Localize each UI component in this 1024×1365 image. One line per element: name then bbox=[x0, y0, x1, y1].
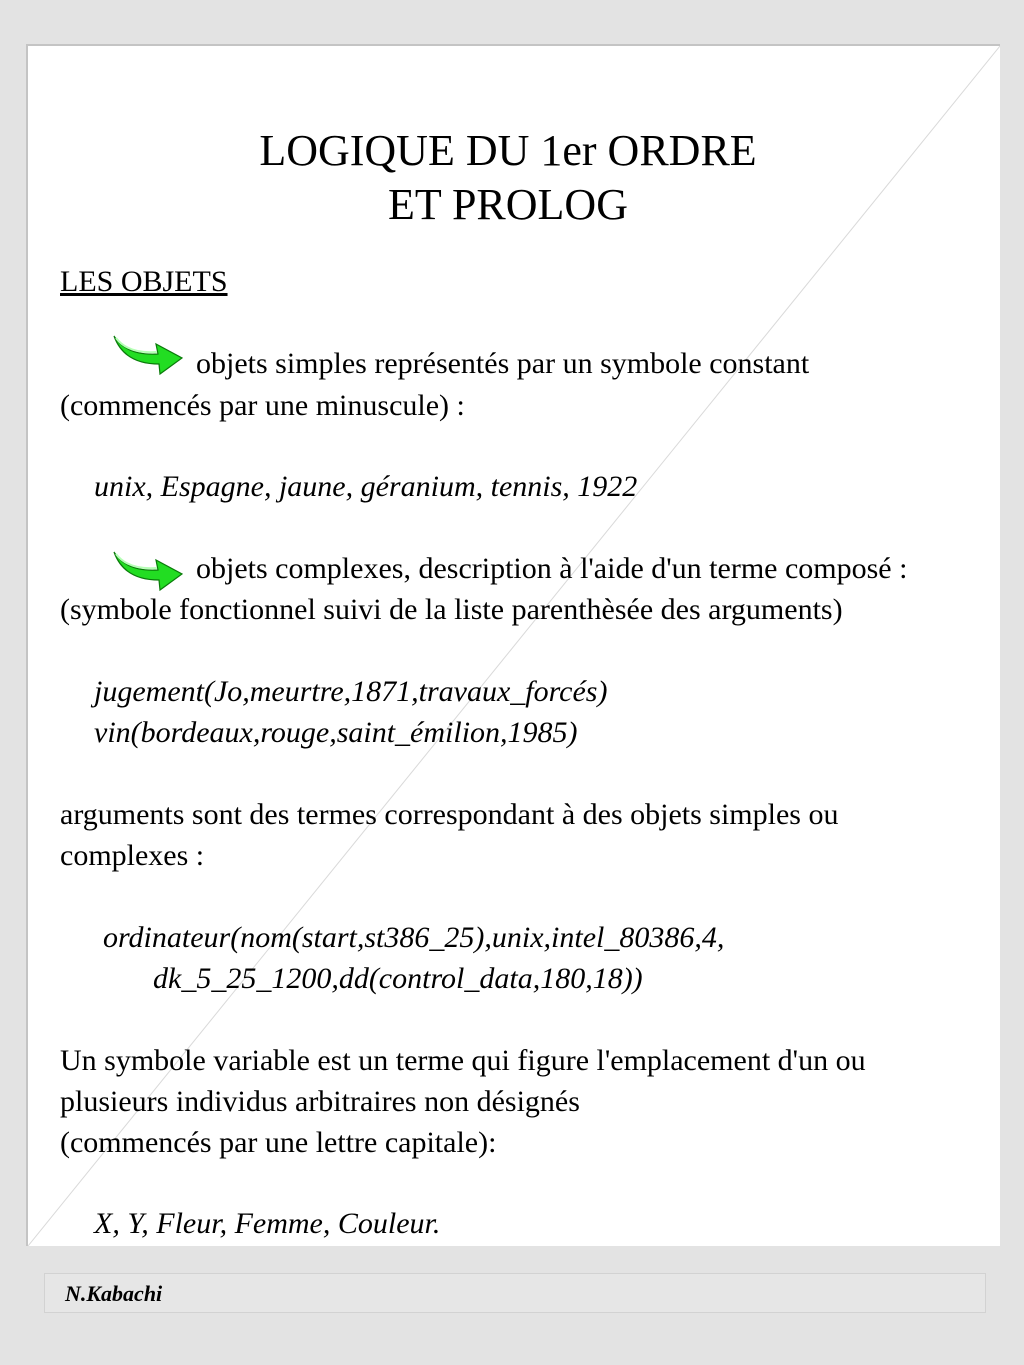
paragraph-arguments-line-2: complexes : bbox=[60, 839, 205, 872]
bullet-complex-objects-line-2: (symbole fonctionnel suivi de la liste parenthèsée des arguments) bbox=[60, 593, 843, 626]
paragraph-variable-line-3: (commencés par une lettre capitale): bbox=[60, 1126, 497, 1159]
green-curved-arrow-icon bbox=[110, 546, 184, 592]
bullet-simple-objects-line-2: (commencés par une minuscule) : bbox=[60, 389, 465, 422]
slide bbox=[26, 44, 1000, 1246]
footer-bar bbox=[44, 1273, 986, 1313]
slide-title-line-2: ET PROLOG bbox=[388, 180, 628, 229]
paragraph-variable-line-2: plusieurs individus arbitraires non désignés bbox=[60, 1085, 580, 1118]
example-simple-objects: unix, Espagne, jaune, géranium, tennis, 1922 bbox=[94, 470, 638, 503]
example-nested-line-1: ordinateur(nom(start,st386_25),unix,intel_80386,4, bbox=[103, 921, 725, 954]
section-heading: LES OBJETS bbox=[60, 265, 228, 298]
example-complex-line-2: vin(bordeaux,rouge,saint_émilion,1985) bbox=[94, 716, 578, 749]
green-curved-arrow-icon bbox=[110, 330, 184, 376]
footer-author: N.Kabachi bbox=[65, 1281, 163, 1306]
example-variables: X, Y, Fleur, Femme, Couleur. bbox=[94, 1207, 441, 1240]
bullet-complex-objects-line-1: objets complexes, description à l'aide d'un terme composé : bbox=[196, 552, 908, 585]
bullet-simple-objects-line-1: objets simples représentés par un symbole constant bbox=[196, 347, 810, 380]
slide-title-line-1: LOGIQUE DU 1er ORDRE bbox=[259, 126, 757, 175]
paragraph-variable-line-1: Un symbole variable est un terme qui figure l'emplacement d'un ou bbox=[60, 1044, 866, 1077]
example-complex-line-1: jugement(Jo,meurtre,1871,travaux_forcés) bbox=[94, 675, 608, 708]
paragraph-arguments-line-1: arguments sont des termes correspondant à des objets simples ou bbox=[60, 798, 839, 831]
example-nested-line-2: dk_5_25_1200,dd(control_data,180,18)) bbox=[153, 962, 643, 995]
